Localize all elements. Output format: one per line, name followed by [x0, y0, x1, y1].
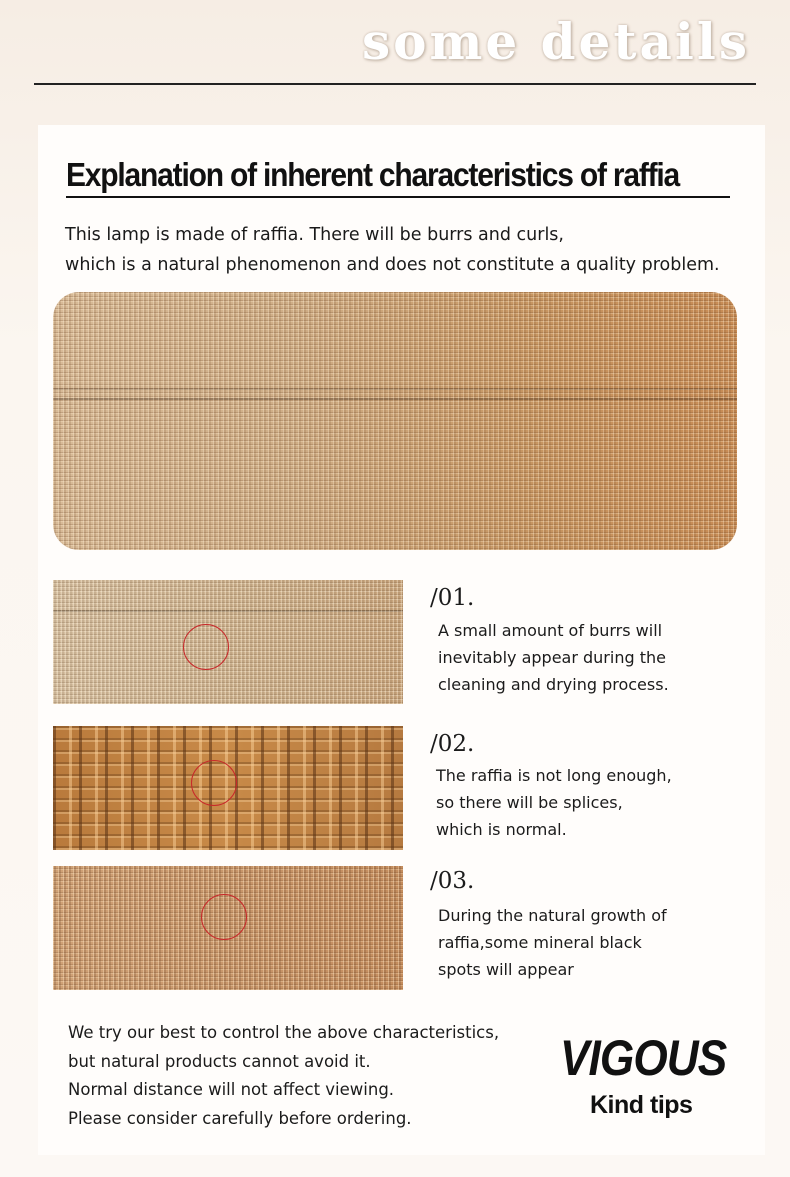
step-line: cleaning and drying process. — [438, 675, 669, 694]
burrs-detail-image — [53, 580, 403, 704]
step-number: /02. — [430, 731, 475, 757]
brand-logo: VIGOUS — [560, 1031, 727, 1087]
closing-line: but natural products cannot avoid it. — [68, 1051, 371, 1071]
header-divider — [34, 83, 756, 85]
black-spots-detail-image — [53, 866, 403, 990]
heading-underline — [66, 196, 730, 198]
step-line: spots will appear — [438, 960, 574, 979]
closing-line: Please consider carefully before ordering. — [68, 1108, 412, 1128]
step-number: /01. — [430, 585, 475, 611]
step-line: which is normal. — [436, 820, 567, 839]
step-description — [436, 762, 736, 843]
step-line: raffia,some mineral black — [438, 933, 642, 952]
step-line: During the natural growth of — [438, 906, 667, 925]
intro-line: which is a natural phenomenon and does not constitute a quality problem. — [65, 255, 720, 275]
intro-paragraph — [65, 220, 765, 280]
step-line: so there will be splices, — [436, 793, 623, 812]
highlight-circle — [201, 894, 247, 940]
section-heading: Explanation of inherent characteristics of raffia — [66, 157, 680, 194]
step-line: The raffia is not long enough, — [436, 766, 672, 785]
intro-line: This lamp is made of raffia. There will be burrs and curls, — [65, 225, 564, 245]
step-line: inevitably appear during the — [438, 648, 666, 667]
highlight-circle — [191, 760, 237, 806]
closing-line: Normal distance will not affect viewing. — [68, 1080, 395, 1099]
brand-tagline: Kind tips — [590, 1091, 693, 1119]
raffia-overview-image — [53, 292, 737, 550]
step-description — [438, 617, 738, 698]
step-line: A small amount of burrs will — [438, 621, 663, 640]
closing-line: We try our best to control the above characteristics, — [68, 1023, 500, 1042]
step-number: /03. — [430, 868, 475, 894]
closing-note — [68, 1019, 538, 1133]
splices-detail-image — [53, 726, 403, 850]
header-title: some details — [361, 12, 750, 71]
highlight-circle — [183, 624, 229, 670]
step-description — [438, 902, 738, 983]
